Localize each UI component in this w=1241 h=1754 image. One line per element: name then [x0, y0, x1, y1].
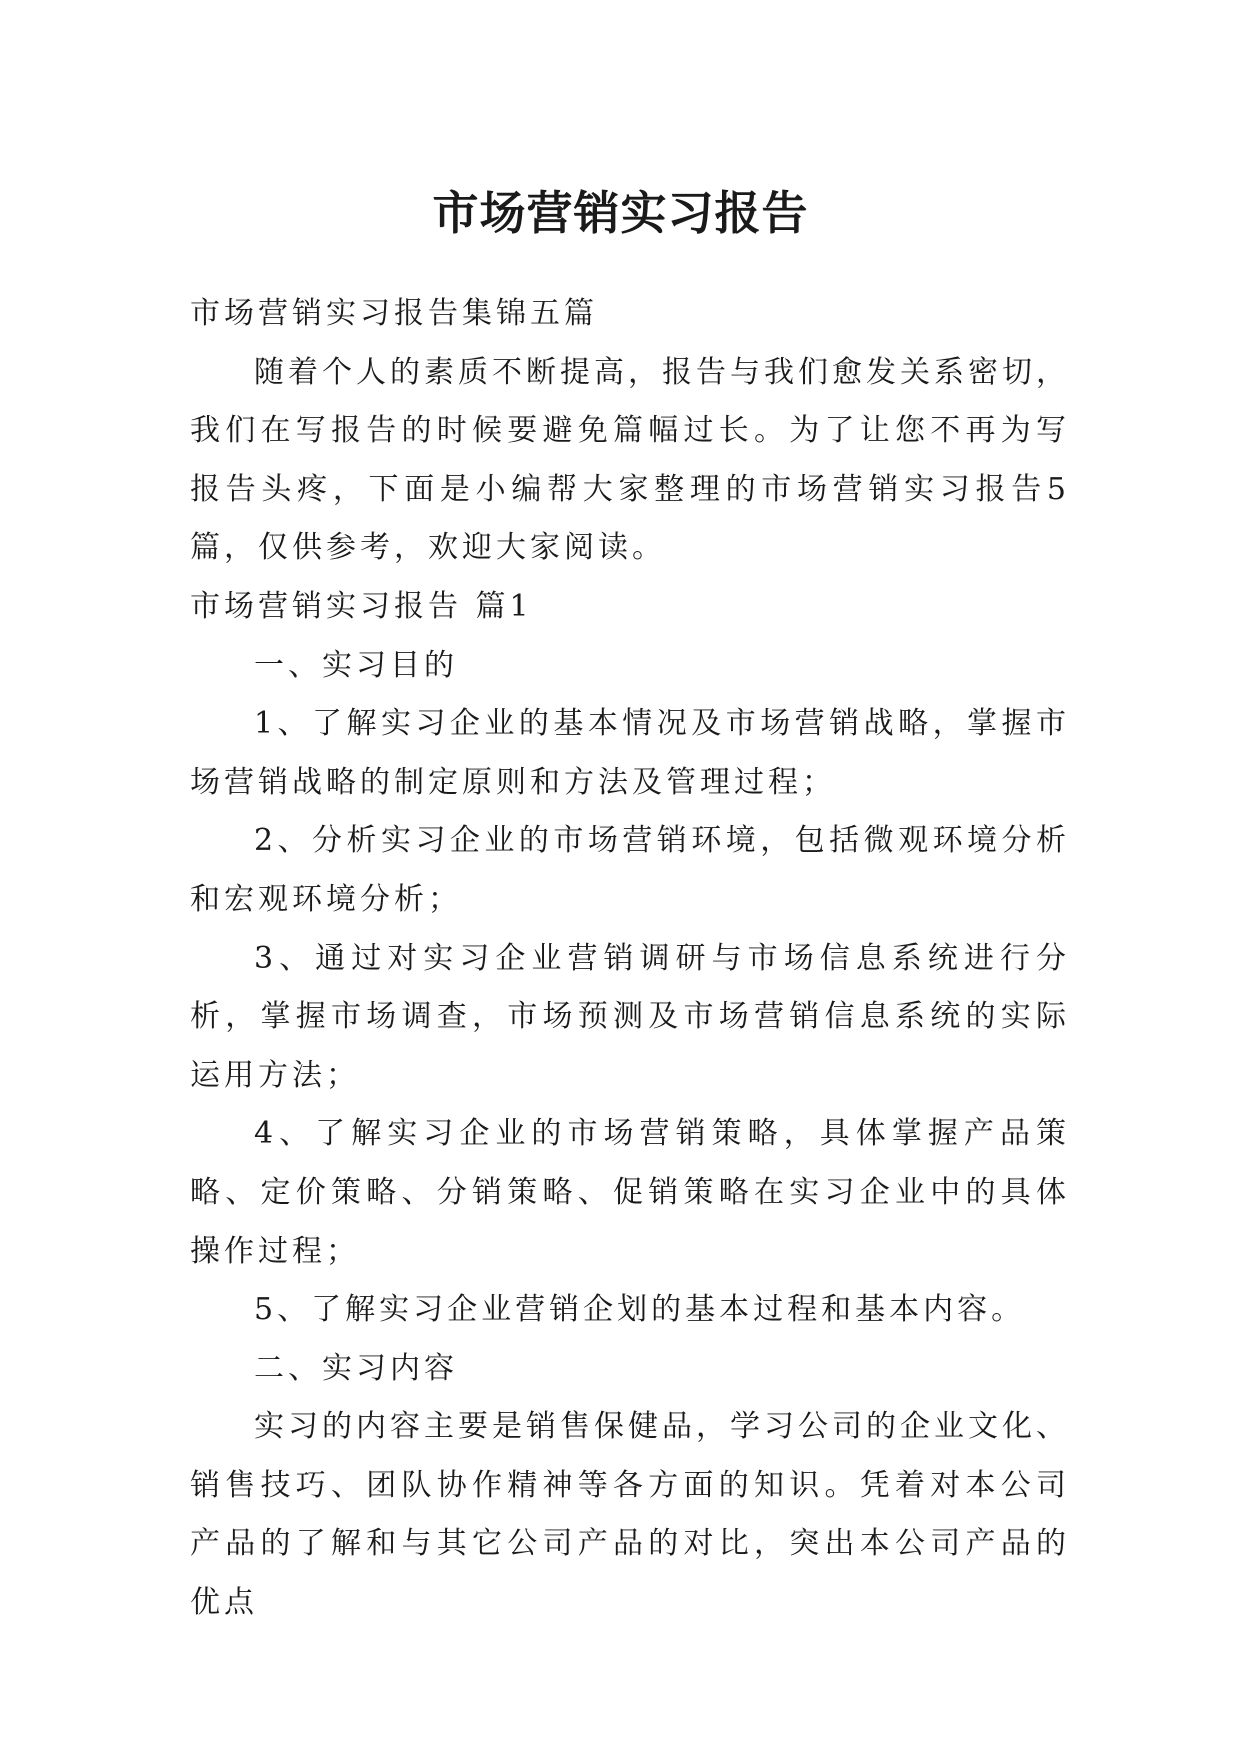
paragraph-item-1: 1、了解实习企业的基本情况及市场营销战略，掌握市场营销战略的制定原则和方法及管理过程； [190, 706, 1070, 800]
paragraph-section-heading: 市场营销实习报告 篇1 [190, 588, 533, 624]
paragraph-item-4: 4、了解实习企业的市场营销策略，具体掌握产品策略、定价策略、分销策略、促销策略在实习企业中的具体操作过程； [190, 1116, 1070, 1269]
paragraph-item-5: 5、了解实习企业营销企划的基本过程和基本内容。 [254, 1292, 1026, 1328]
paragraph-item-2: 2、分析实习企业的市场营销环境，包括微观环境分析和宏观环境分析； [190, 823, 1070, 917]
document-title: 市场营销实习报告 [432, 185, 809, 240]
document-body [190, 285, 1070, 1633]
paragraph-content: 实习的内容主要是销售保健品，学习公司的企业文化、销售技巧、团队协作精神等各方面的知识。凭着对本公司产品的了解和与其它公司产品的对比，突出本公司产品的优点 [190, 1409, 1070, 1621]
paragraph-item-3: 3、通过对实习企业营销调研与市场信息系统进行分析，掌握市场调查，市场预测及市场营销信息系统的实际运用方法； [190, 940, 1070, 1093]
paragraph-subtitle: 市场营销实习报告集锦五篇 [190, 296, 598, 331]
paragraph-intro: 随着个人的素质不断提高，报告与我们愈发关系密切，我们在写报告的时候要避免篇幅过长。为了让您不再为写报告头疼，下面是小编帮大家整理的市场营销实习报告5篇，仅供参考，欢迎大家阅读。 [190, 354, 1070, 566]
paragraph-heading-content: 二、实习内容 [254, 1350, 458, 1386]
paragraph-heading-purpose: 一、实习目的 [254, 647, 458, 683]
